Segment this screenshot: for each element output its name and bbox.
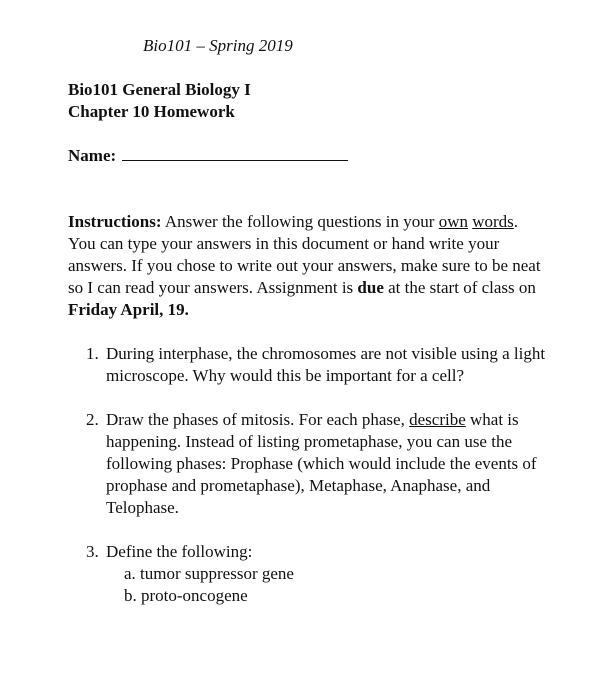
instructions-label: Instructions: — [68, 212, 162, 231]
question-number: 3. — [86, 542, 99, 561]
question-text-post: what is happening. Instead of listing prometaphase, you can use the following phases: Prophase (which would include the events of prophase and prometaphase), Metaphase, Anaphase, and Telophase. — [106, 410, 537, 517]
course-term-header: Bio101 – Spring 2019 — [143, 36, 293, 55]
name-label: Name: — [68, 146, 117, 165]
question-text: During interphase, the chromosomes are not visible using a light microscope. Why would this be important for a cell? — [106, 344, 546, 385]
instructions-due-date: Friday April, 19. — [68, 300, 189, 319]
question-3 — [86, 541, 561, 607]
assignment-title: Chapter 10 Homework — [68, 102, 235, 121]
instructions-paragraph — [68, 211, 548, 321]
course-title: Bio101 General Biology I — [68, 80, 251, 99]
question-list — [86, 343, 561, 607]
instructions-text-3: at the start of class on — [383, 278, 536, 297]
name-blank-line[interactable] — [122, 146, 348, 161]
title-block — [68, 79, 251, 123]
sub-item-tumor-suppressor: a. tumor suppressor gene — [124, 564, 294, 583]
name-row — [68, 146, 348, 166]
question-2 — [86, 409, 561, 519]
question-text-pre: Draw the phases of mitosis. For each phase, — [106, 410, 410, 429]
instructions-due: due — [357, 278, 384, 297]
question-describe-underlined: describe — [409, 410, 466, 429]
question-text: Define the following: — [106, 542, 253, 561]
sub-item-proto-oncogene: b. proto-oncogene — [124, 586, 248, 605]
question-1 — [86, 343, 561, 387]
instructions-text-1: Answer the following questions in your — [161, 212, 439, 231]
instructions-own-underlined: own — [438, 212, 468, 231]
instructions-text-2: . You can type your answers in this document or hand write your answers. If you chose to write out your answers, make sure to be neat so I can read your answers. Assignment is — [68, 212, 541, 297]
instructions-words-underlined: words — [472, 212, 514, 231]
question-number: 2. — [86, 410, 99, 429]
question-number: 1. — [86, 344, 99, 363]
